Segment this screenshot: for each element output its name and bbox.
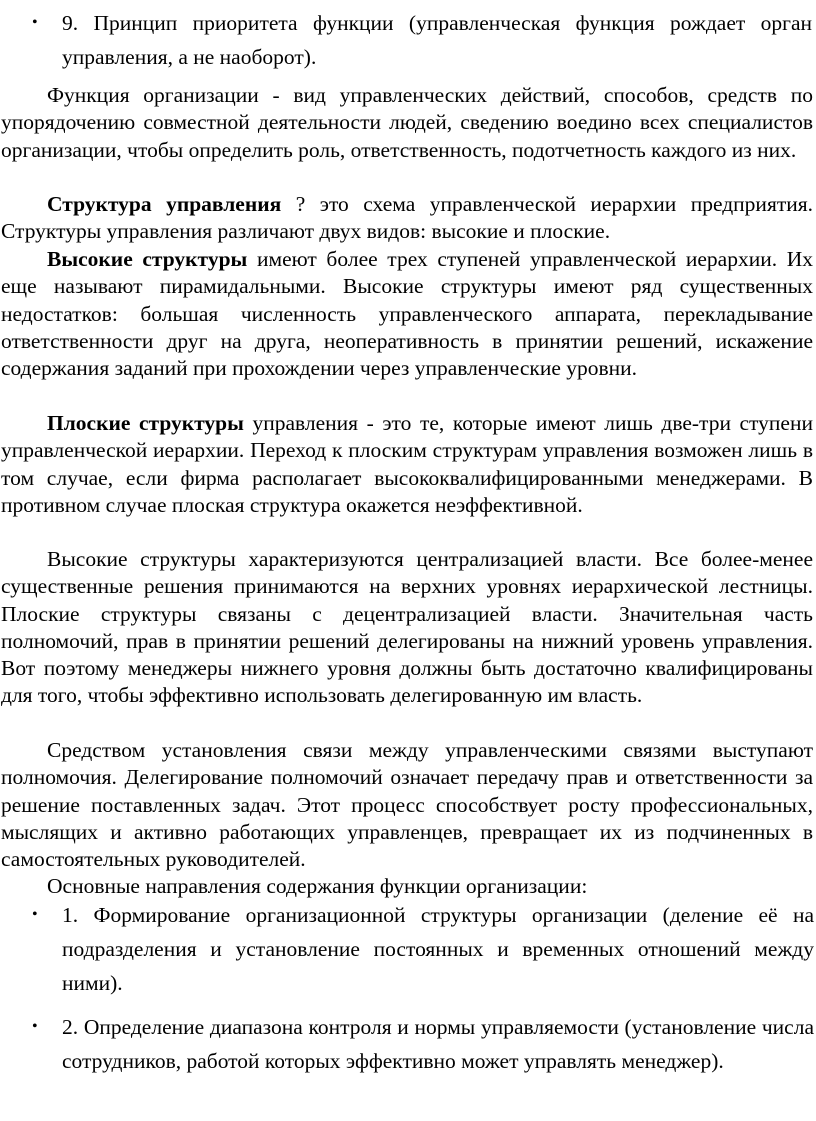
term-flat-structures: Плоские структуры: [47, 411, 244, 435]
list-item: [0, 1010, 816, 1078]
bullet-icon: •: [32, 906, 38, 923]
bullet-icon: •: [32, 14, 38, 31]
term-high-structures: Высокие структуры: [47, 247, 248, 271]
paragraph-centralization: Высокие структуры характеризуются централизацией власти. Все более-менее существенные решения принимаются на верхних уровнях иерархической лестницы. Плоские структуры связаны с децентрализацией власти. Значительная часть полномочий, прав в принятии решений делегированы на нижний уровень управления. Вот поэтому менеджеры нижнего уровня должны быть достаточно квалифицированы для того, чтобы эффективно использовать делегированную им власть.: [1, 547, 813, 708]
list-item: [0, 6, 814, 74]
list-item-text: 1. Формирование организационной структуры организации (деление её на подразделения и установление постоянных и временных отношений между ними).: [62, 903, 814, 995]
list-item-text: 2. Определение диапазона контроля и нормы управляемости (установление числа сотрудников, работой которых эффективно может управлять менеджер).: [62, 1015, 814, 1073]
paragraph-organization-function: Функция организации - вид управленческих действий, способов, средств по упорядочению совместной деятельности людей, сведению воедино всех специалистов организации, чтобы определить роль, ответственность, подотчетность каждого из них.: [1, 83, 813, 162]
paragraph-main-directions: Основные направления содержания функции организации:: [47, 874, 588, 898]
list-item-text: 9. Принцип приоритета функции (управленческая функция рождает орган управления, а не наоборот).: [62, 11, 812, 69]
paragraph-high-structures: Высокие структуры имеют более трех ступеней управленческой иерархии. Их еще называют пирамидальными. Высокие структуры имеют ряд существенных недостатков: большая численность управленческого аппарата, перекладывание ответственности друг на друга, неоперативность в принятии решений, искажение содержания заданий при прохождении через управленческие уровни.: [1, 247, 814, 381]
term-management-structure: Структура управления: [47, 192, 282, 216]
paragraph-delegation: Средством установления связи между управленческими связями выступают полномочия. Делегирование полномочий означает передачу прав и ответственности за решение поставленных задач. Этот процесс способствует росту профессиональных, мыслящих и активно работающих управленцев, превращает их из подчиненных в самостоятельных руководителей.: [1, 738, 813, 872]
paragraph-management-structure: Структура управления ? это схема управленческой иерархии предприятия. Структуры управления различают двух видов: высокие и плоские.: [1, 192, 813, 244]
bullet-icon: •: [32, 1018, 38, 1035]
paragraph-flat-structures: Плоские структуры управления - это те, которые имеют лишь две-три ступени управленческой иерархии. Переход к плоским структурам управления возможен лишь в том случае, если фирма располагает высококвалифицированными менеджерами. В противном случае плоская структура окажется неэффективной.: [1, 411, 813, 517]
list-item: [0, 898, 816, 1000]
